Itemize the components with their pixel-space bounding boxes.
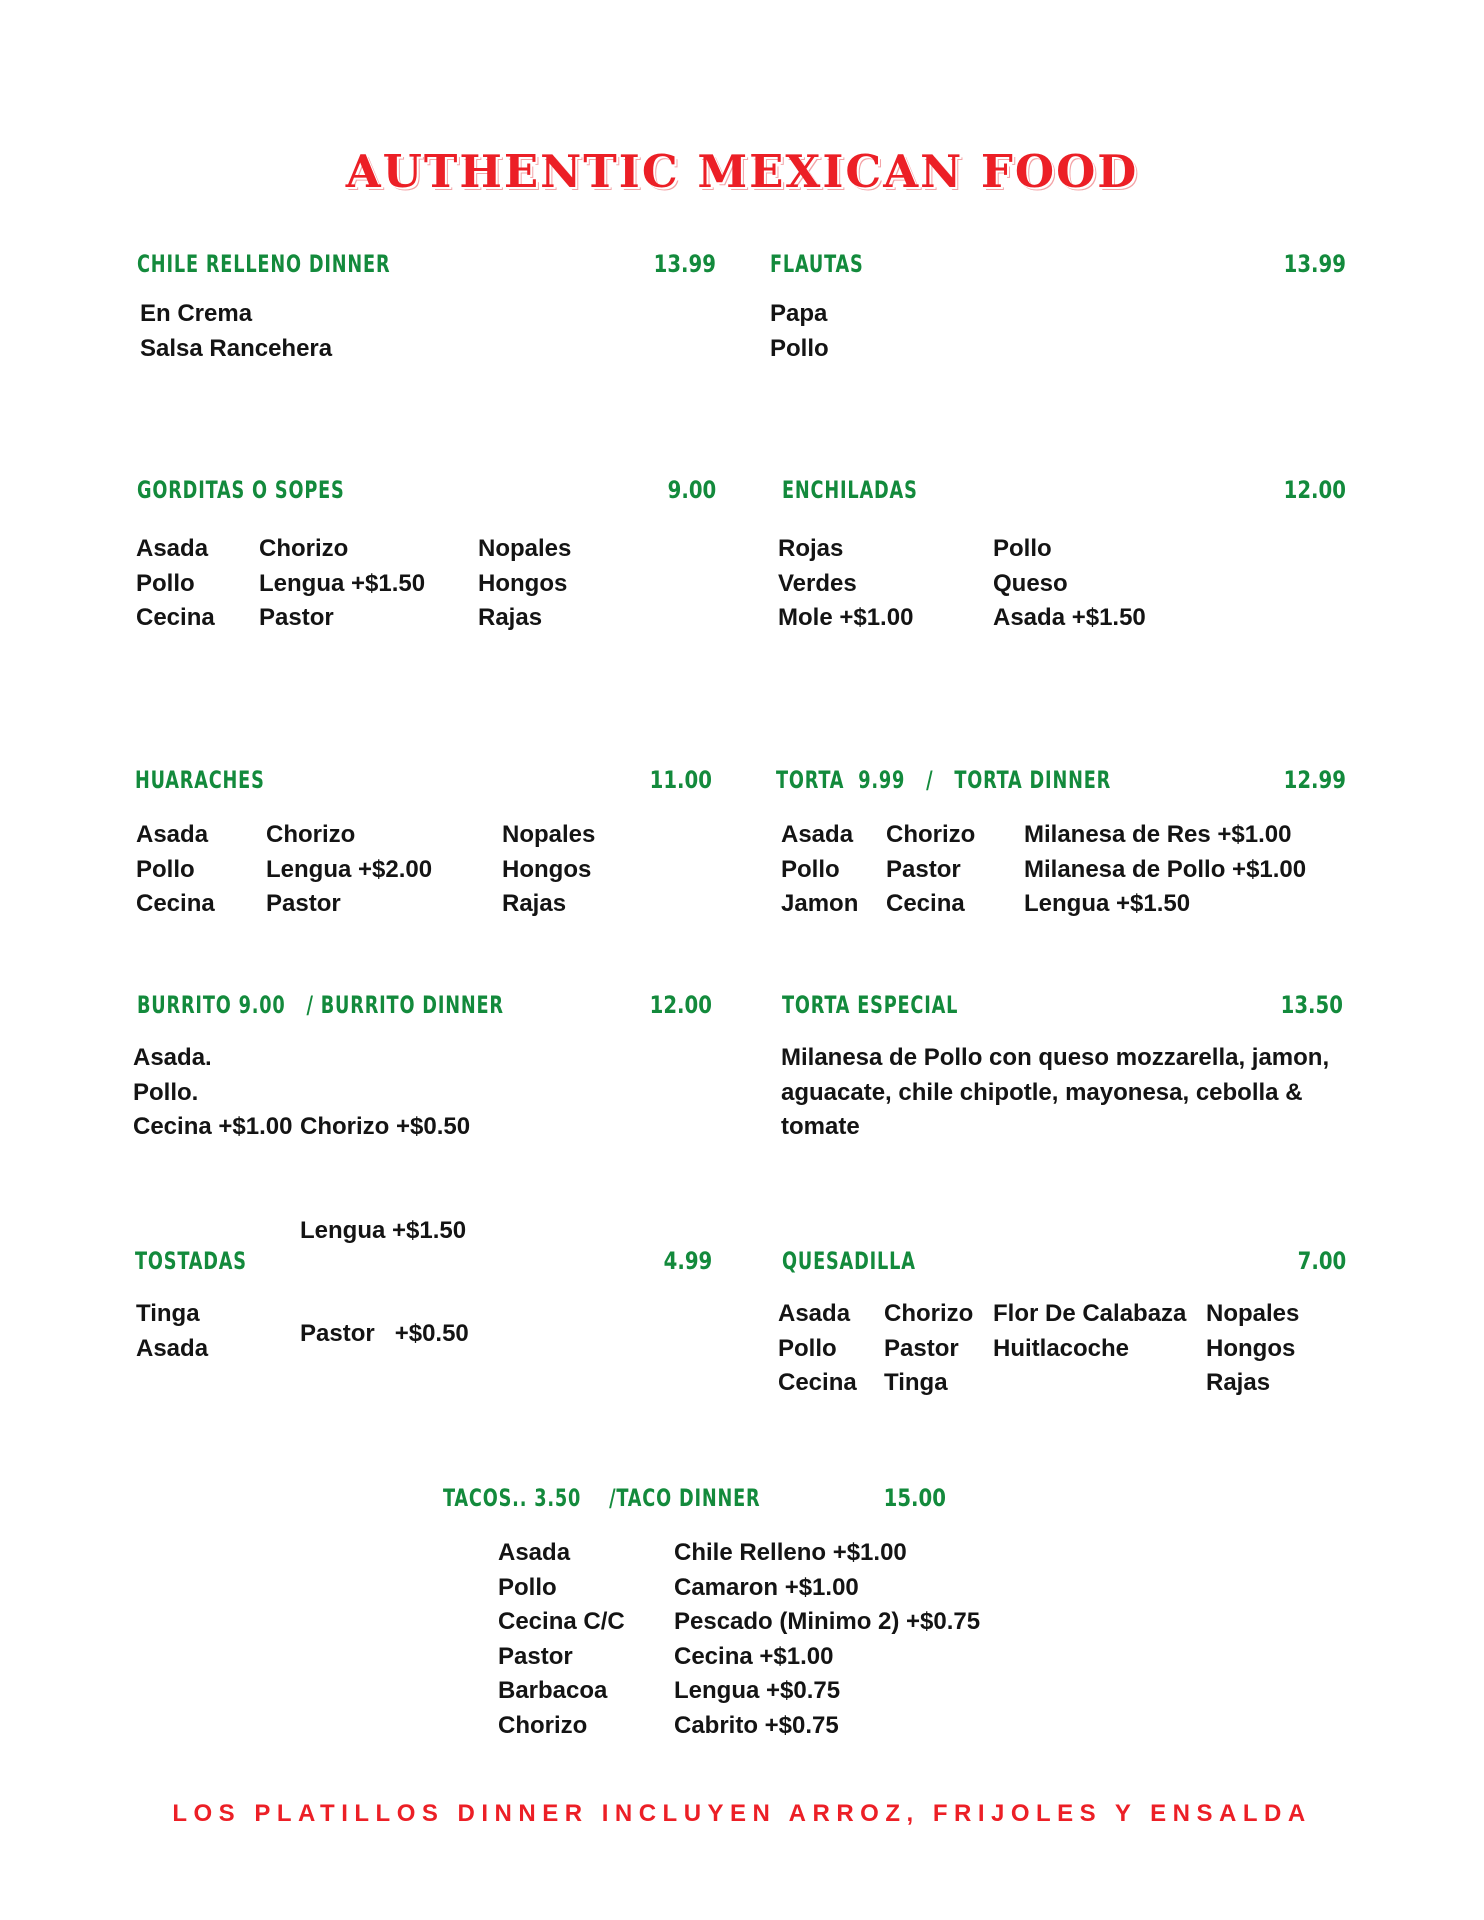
menu-item: Huitlacoche xyxy=(993,1334,1130,1362)
menu-item: En Crema xyxy=(140,300,253,327)
menu-item: Asada xyxy=(781,821,854,848)
menu-item: Pollo xyxy=(993,535,1052,562)
menu-item: Nopales xyxy=(502,821,596,848)
menu-item: Cecina xyxy=(886,890,965,917)
section-price-huaraches: 11.00 xyxy=(649,766,712,794)
menu-item: Cecina xyxy=(778,1369,857,1396)
menu-item: Tinga xyxy=(884,1369,948,1396)
section-title-tostadas: TOSTADAS xyxy=(135,1247,247,1275)
menu-item: Asada xyxy=(136,821,209,848)
torta-especial-description: Milanesa de Pollo con queso mozzarella, jamon, aguacate, chile chipotle, mayonesa, cebolla & tomate xyxy=(781,1044,1330,1140)
menu-item: Milanesa de Pollo +$1.00 xyxy=(1024,855,1307,883)
menu-item: Rojas xyxy=(778,535,844,562)
menu-item: Pescado (Minimo 2) +$0.75 xyxy=(674,1608,981,1635)
menu-item: Milanesa de Res +$1.00 xyxy=(1024,821,1292,848)
menu-item: Cecina C/C xyxy=(498,1608,625,1635)
tacos-col-2 xyxy=(674,1536,980,1743)
menu-item: Nopales xyxy=(478,535,572,562)
section-price-gorditas: 9.00 xyxy=(667,476,716,504)
menu-item: Cabrito +$0.75 xyxy=(674,1711,839,1739)
menu-item: Pastor xyxy=(498,1642,573,1670)
menu-item: Cecina xyxy=(136,890,215,917)
menu-item: Barbacoa xyxy=(498,1677,608,1704)
section-title-flautas: FLAUTAS xyxy=(770,250,864,278)
tostadas-items xyxy=(136,1297,208,1366)
menu-item: Cecina xyxy=(136,604,215,631)
menu-item: Flor De Calabaza xyxy=(993,1300,1187,1327)
menu-item: Asada xyxy=(136,1334,209,1362)
section-price-quesadilla: 7.00 xyxy=(1297,1247,1346,1275)
section-title-huaraches: HUARACHES xyxy=(135,766,265,794)
section-price-burrito: 12.00 xyxy=(649,991,712,1019)
menu-item: Asada xyxy=(136,535,209,562)
menu-item: Rajas xyxy=(502,890,567,917)
menu-item: Pollo xyxy=(778,1334,837,1362)
menu-item: Lengua +$1.50 xyxy=(1024,890,1191,917)
menu-item: Jamon xyxy=(781,890,859,917)
menu-item: Asada xyxy=(778,1300,851,1327)
section-price-flautas: 13.99 xyxy=(1283,250,1346,278)
menu-item: Chorizo xyxy=(884,1300,974,1327)
menu-item: Pollo xyxy=(498,1573,557,1601)
menu-item: Cecina +$1.00 xyxy=(133,1113,293,1140)
menu-item: Pastor +$0.50 xyxy=(300,1320,469,1347)
menu-item: Pastor xyxy=(884,1334,959,1362)
menu-item: Verdes xyxy=(778,569,857,597)
torta-col-2 xyxy=(886,818,975,922)
section-title-enchiladas: ENCHILADAS xyxy=(782,476,918,504)
quesadilla-col-2 xyxy=(884,1297,973,1401)
flautas-items xyxy=(770,297,829,366)
section-title-torta-especial: TORTA ESPECIAL xyxy=(782,991,959,1019)
menu-item: Chorizo xyxy=(886,821,976,848)
section-price-enchiladas: 12.00 xyxy=(1283,476,1346,504)
menu-item: Pastor xyxy=(266,890,341,917)
menu-item: Camaron +$1.00 xyxy=(674,1573,859,1601)
gorditas-col-2 xyxy=(259,532,425,636)
quesadilla-col-3 xyxy=(993,1297,1186,1366)
footer-note: LOS PLATILLOS DINNER INCLUYEN ARROZ, FRIJOLES Y ENSALDA xyxy=(172,1800,1312,1827)
menu-item: Chorizo xyxy=(259,535,349,562)
menu-item: Hongos xyxy=(1206,1334,1296,1362)
burrito-col-1 xyxy=(133,1041,292,1145)
menu-item: Tinga xyxy=(136,1300,200,1327)
menu-item: Asada +$1.50 xyxy=(993,604,1146,631)
huaraches-col-1 xyxy=(136,818,215,922)
enchiladas-col-1 xyxy=(778,532,913,636)
menu-item: Asada xyxy=(498,1539,571,1566)
quesadilla-col-4 xyxy=(1206,1297,1299,1401)
menu-item: Pastor xyxy=(886,855,961,883)
section-price-torta: 12.99 xyxy=(1283,766,1346,794)
menu-item: Chile Relleno +$1.00 xyxy=(674,1539,907,1566)
torta-col-3 xyxy=(1024,818,1306,922)
menu-item: Asada. xyxy=(133,1044,212,1071)
chile-relleno-items xyxy=(140,297,332,366)
menu-item: Pollo xyxy=(136,855,195,883)
menu-item: Queso xyxy=(993,569,1068,597)
section-title-burrito: BURRITO 9.00 / BURRITO DINNER xyxy=(137,991,504,1019)
gorditas-col-1 xyxy=(136,532,215,636)
menu-item: Lengua +$1.50 xyxy=(300,1216,467,1244)
section-price-tostadas: 4.99 xyxy=(663,1247,712,1275)
menu-item: Hongos xyxy=(478,569,568,597)
menu-item: Chorizo xyxy=(498,1711,588,1739)
huaraches-col-3 xyxy=(502,818,595,922)
menu-item: Pollo xyxy=(770,334,829,362)
menu-item: Rajas xyxy=(1206,1369,1271,1396)
menu-item: Nopales xyxy=(1206,1300,1300,1327)
tacos-col-1 xyxy=(498,1536,625,1743)
burrito-col-2 xyxy=(300,1041,470,1386)
menu-item: Rajas xyxy=(478,604,543,631)
menu-item: Hongos xyxy=(502,855,592,883)
menu-item: Pollo. xyxy=(133,1078,199,1106)
menu-item: Pollo xyxy=(136,569,195,597)
menu-item: Pastor xyxy=(259,604,334,631)
section-title-gorditas: GORDITAS O SOPES xyxy=(137,476,345,504)
menu-item: Papa xyxy=(770,300,828,327)
menu-item: Chorizo xyxy=(266,821,356,848)
menu-item: Mole +$1.00 xyxy=(778,604,914,631)
menu-item: Lengua +$0.75 xyxy=(674,1677,841,1704)
section-price-torta-especial: 13.50 xyxy=(1280,991,1343,1019)
menu-item: Cecina +$1.00 xyxy=(674,1642,834,1670)
quesadilla-col-1 xyxy=(778,1297,857,1401)
section-price-chile-relleno: 13.99 xyxy=(653,250,716,278)
section-title-torta: TORTA 9.99 / TORTA DINNER xyxy=(776,766,1112,794)
menu-item: Chorizo +$0.50 xyxy=(300,1113,471,1140)
gorditas-col-3 xyxy=(478,532,571,636)
section-title-tacos: TACOS.. 3.50 /TACO DINNER xyxy=(443,1484,761,1512)
torta-col-1 xyxy=(781,818,858,922)
huaraches-col-2 xyxy=(266,818,432,922)
menu-item: Lengua +$2.00 xyxy=(266,855,433,883)
menu-item: Lengua +$1.50 xyxy=(259,569,426,597)
menu-item: Pollo xyxy=(781,855,840,883)
menu-item: Salsa Rancehera xyxy=(140,334,333,362)
menu-title: AUTHENTIC MEXICAN FOOD xyxy=(345,145,1139,198)
section-title-quesadilla: QUESADILLA xyxy=(782,1247,916,1275)
section-price-tacos: 15.00 xyxy=(883,1484,946,1512)
section-title-chile-relleno: CHILE RELLENO DINNER xyxy=(137,250,391,278)
enchiladas-col-2 xyxy=(993,532,1146,636)
